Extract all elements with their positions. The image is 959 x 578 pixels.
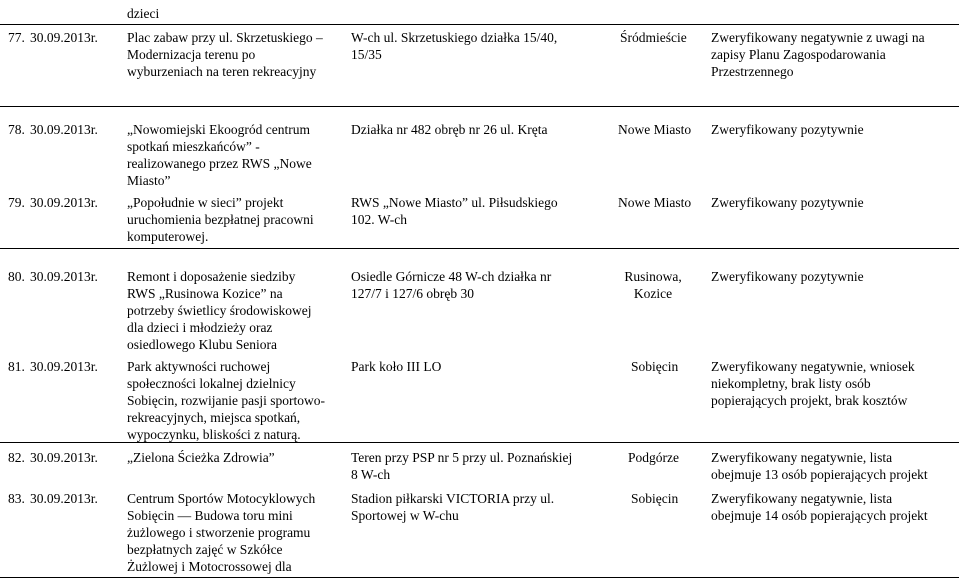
row-79-date: 30.09.2013r. bbox=[30, 195, 98, 210]
row-82-date: 30.09.2013r. bbox=[30, 450, 98, 465]
row-77-location: W-ch ul. Skrzetuskiego działka 15/40, 15/35 bbox=[351, 30, 558, 62]
row-83-status: Zweryfikowany negatywnie, lista obejmuje 14 osób popierających projekt bbox=[711, 491, 928, 523]
row-83-no: 83. bbox=[8, 491, 25, 506]
row-80-status: Zweryfikowany pozytywnie bbox=[711, 269, 864, 284]
row-79-status: Zweryfikowany pozytywnie bbox=[711, 195, 864, 210]
row-80-date: 30.09.2013r. bbox=[30, 269, 98, 284]
row-83-location: Stadion piłkarski VICTORIA przy ul. Sportowej w W-chu bbox=[351, 491, 555, 523]
row-81-district: Sobięcin bbox=[631, 359, 679, 374]
row-82-status: Zweryfikowany negatywnie, lista obejmuje 13 osób popierających projekt bbox=[711, 450, 928, 482]
row-77-district: Śródmieście bbox=[620, 30, 687, 45]
row-81-status: Zweryfikowany negatywnie, wniosek niekompletny, brak listy osób popierających projekt, brak kosztów bbox=[711, 359, 915, 408]
row-77-status: Zweryfikowany negatywnie z uwagi na zapisy Planu Zagospodarowania Przestrzennego bbox=[711, 30, 925, 79]
row-79-title: „Popołudnie w sieci” projekt uruchomienia bezpłatnej pracowni komputerowej. bbox=[127, 195, 314, 244]
row-78-title: „Nowomiejski Ekoogród centrum spotkań mieszkańców” - realizowanego przez RWS „Nowe Miasto” bbox=[127, 122, 312, 188]
row-77-title: Plac zabaw przy ul. Skrzetuskiego – Modernizacja terenu po wyburzeniach na teren rekreacyjny bbox=[127, 30, 323, 79]
row-80-title: Remont i doposażenie siedziby RWS „Rusinowa Kozice” na potrzeby świetlicy środowiskowej dla dzieci i młodzieży oraz osiedlowego Klubu Seniora bbox=[127, 269, 312, 352]
row-82-location: Teren przy PSP nr 5 przy ul. Poznańskiej 8 W-ch bbox=[351, 450, 573, 482]
row-81-date: 30.09.2013r. bbox=[30, 359, 98, 374]
row-78-date: 30.09.2013r. bbox=[30, 122, 98, 137]
row-81-title: Park aktywności ruchowej społeczności lokalnej dzielnicy Sobięcin, rozwijanie pasji sportowo- rekreacyjnych, miejsca spotkań, wypoczynku, bliskości z naturą. bbox=[127, 359, 325, 442]
row-83-district: Sobięcin bbox=[631, 491, 679, 506]
row-82-no: 82. bbox=[8, 450, 25, 465]
row-79-no: 79. bbox=[8, 195, 25, 210]
rule bbox=[0, 24, 959, 25]
row-78-status: Zweryfikowany pozytywnie bbox=[711, 122, 864, 137]
row-82-title: „Zielona Ścieżka Zdrowia” bbox=[127, 450, 275, 465]
row-78-location: Działka nr 482 obręb nr 26 ul. Kręta bbox=[351, 122, 548, 137]
row-77-no: 77. bbox=[8, 30, 25, 45]
top-fragment: dzieci bbox=[127, 6, 160, 21]
rule bbox=[0, 442, 959, 443]
row-80-no: 80. bbox=[8, 269, 25, 284]
row-78-district: Nowe Miasto bbox=[618, 122, 692, 137]
row-81-no: 81. bbox=[8, 359, 25, 374]
row-79-district: Nowe Miasto bbox=[618, 195, 692, 210]
row-83-title: Centrum Sportów Motocyklowych Sobięcin — Budowa toru mini żużlowego i stworzenie programu bezpłatnych zajęć w Szkółce Żużlowej i Motocrossowej dla bbox=[127, 491, 316, 574]
row-79-location: RWS „Nowe Miasto” ul. Piłsudskiego 102. W-ch bbox=[351, 195, 558, 227]
row-80-district: Rusinowa, Kozice bbox=[624, 269, 682, 301]
row-78-no: 78. bbox=[8, 122, 25, 137]
row-82-district: Podgórze bbox=[628, 450, 679, 465]
row-83-date: 30.09.2013r. bbox=[30, 491, 98, 506]
row-80-location: Osiedle Górnicze 48 W-ch działka nr 127/7 i 127/6 obręb 30 bbox=[351, 269, 552, 301]
row-81-location: Park koło III LO bbox=[351, 359, 442, 374]
rule bbox=[0, 106, 959, 107]
rule bbox=[0, 248, 959, 249]
row-77-date: 30.09.2013r. bbox=[30, 30, 98, 45]
